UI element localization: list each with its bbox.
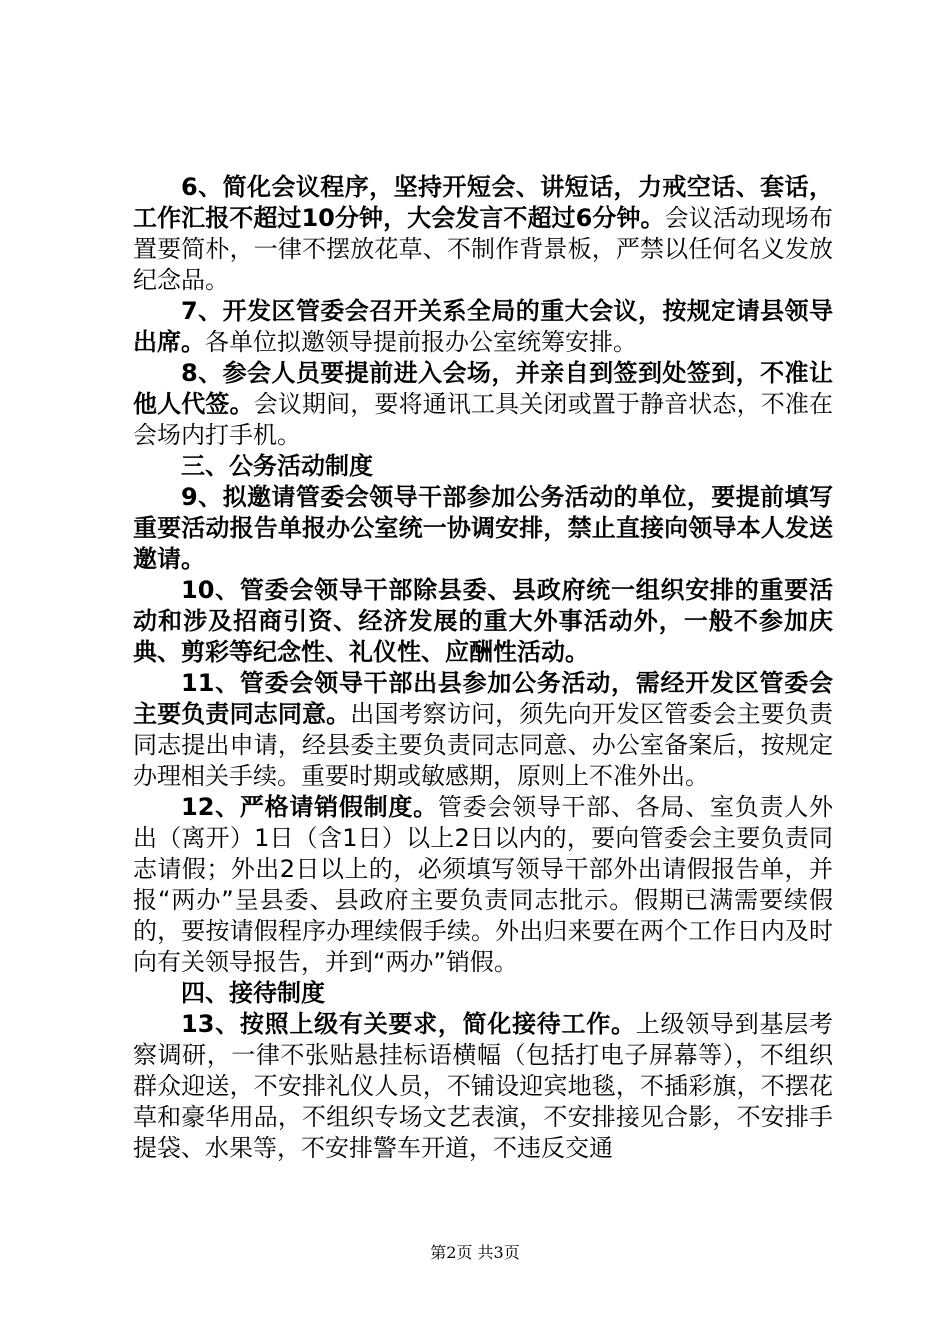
- paragraph-bold-text: 7、开发区管委会召开关系全局的重大会议，按规定请县领导出席。: [133, 297, 833, 356]
- paragraph-item-9: [133, 482, 833, 575]
- paragraph-item-10: [133, 575, 833, 668]
- paragraph-bold-text: 12、严格请销假制度。: [181, 793, 438, 821]
- paragraph-item-7: [133, 296, 833, 358]
- page-number-label: 第2页 共3页: [430, 1243, 520, 1262]
- page-footer: [0, 1240, 950, 1263]
- paragraph-bold-text: 6、简化会议程序，坚持开短会、讲短话，力戒空话、套话，工作汇报不超过10分钟，大会发言不超过6分钟。: [133, 173, 833, 232]
- paragraph-bold-text: 9、拟邀请管委会领导干部参加公务活动的单位，要提前填写重要活动报告单报办公室统一协调安排，禁止直接向领导本人发送邀请。: [133, 483, 833, 573]
- paragraph-normal-text: 出国考察访问，须先向开发区管委会主要负责同志提出申请，经县委主要负责同志同意、办公室备案后，按规定办理相关手续。重要时期或敏感期，原则上不准外出。: [133, 700, 834, 790]
- paragraph-normal-text: 会议期间，要将通讯工具关闭或置于静音状态，不准在会场内打手机。: [133, 390, 834, 449]
- section-heading-4: 四、接待制度: [181, 979, 325, 1007]
- paragraph-bold-text: 10、管委会领导干部除县委、县政府统一组织安排的重要活动和涉及招商引资、经济发展的重大外事活动外，一般不参加庆典、剪彩等纪念性、礼仪性、应酬性活动。: [133, 576, 833, 666]
- paragraph-item-12: [133, 792, 833, 978]
- paragraph-item-6: [133, 172, 833, 296]
- paragraph-normal-text: 管委会领导干部、各局、室负责人外出（离开）1日（含1日）以上2日以内的，要向管委会主要负责同志请假；外出2日以上的，必须填写领导干部外出请假报告单，并报“两办”呈县委、县政府主要负责同志批示。假期已满需要续假的，要按请假程序办理续假手续。外出归来要在两个工作日内及时向有关领导报告，并到“两办”销假。: [133, 793, 833, 976]
- paragraph-bold-text: 13、按照上级有关要求，简化接待工作。: [181, 1010, 636, 1038]
- section-heading-3: 三、公务活动制度: [181, 452, 373, 480]
- paragraph-normal-text: 会议活动现场布置要简朴，一律不摆放花草、不制作背景板，严禁以任何名义发放纪念品。: [133, 204, 833, 294]
- paragraph-bold-text: 11、管委会领导干部出县参加公务活动，需经开发区管委会主要负责同志同意。: [133, 669, 833, 728]
- paragraph-normal-text: 上级领导到基层考察调研，一律不张贴悬挂标语横幅（包括打电子屏幕等），不组织群众迎送，不安排礼仪人员，不铺设迎宾地毯，不插彩旗，不摆花草和豪华用品，不组织专场文艺表演，不安排接见合影，不安排手提袋、水果等，不安排警车开道，不违反交通: [133, 1010, 834, 1162]
- paragraph-normal-text: 各单位拟邀领导提前报办公室统筹安排。: [205, 328, 637, 356]
- document-body: [133, 172, 833, 1164]
- paragraph-item-11: [133, 668, 833, 792]
- paragraph-item-8: [133, 358, 833, 451]
- paragraph-item-13: [133, 1009, 833, 1164]
- paragraph-bold-text: 8、参会人员要提前进入会场，并亲自到签到处签到，不准让他人代签。: [133, 359, 833, 418]
